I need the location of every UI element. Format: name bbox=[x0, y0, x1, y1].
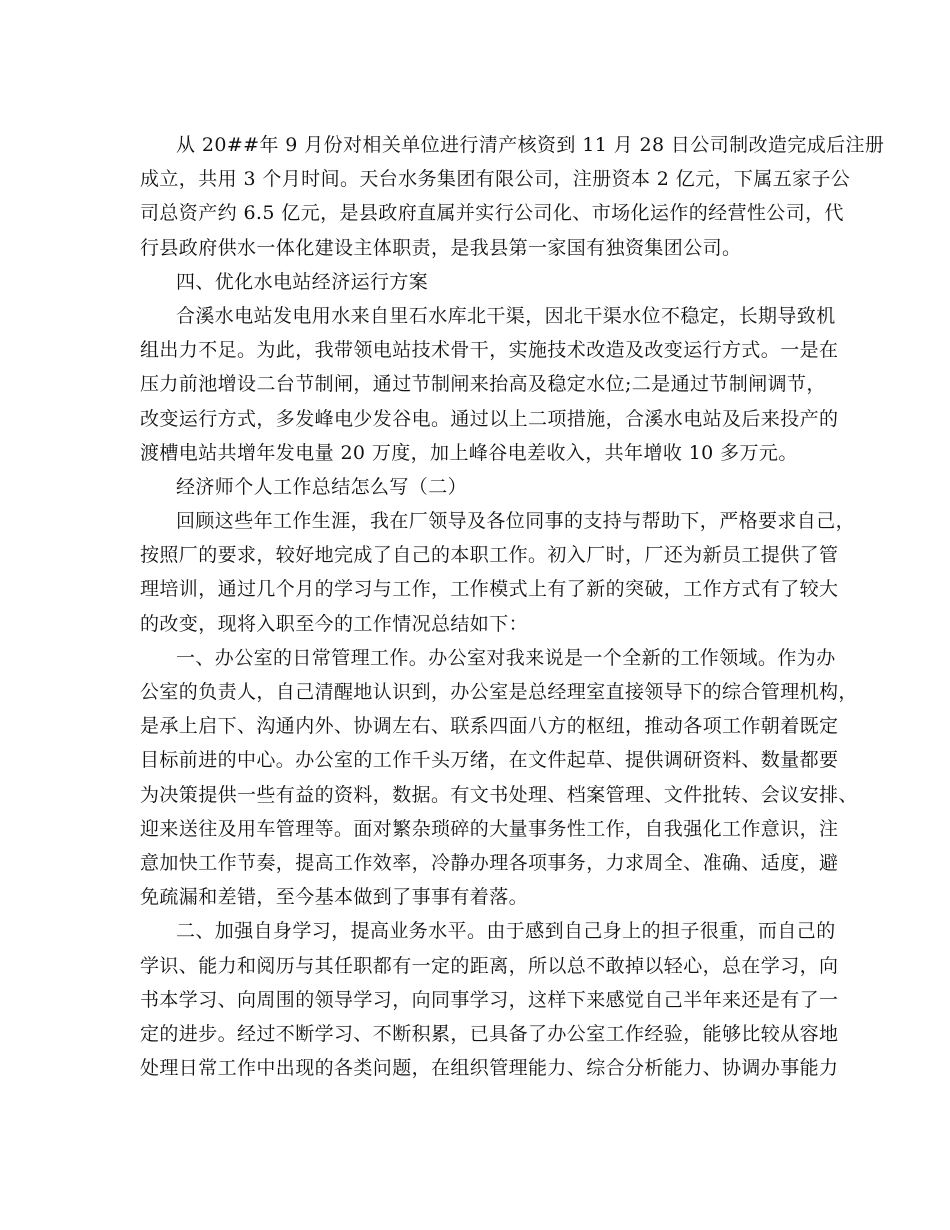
text-line: 渡槽电站共增年发电量 20 万度，加上峰谷电差收入，共年增收 10 多万元。 bbox=[140, 441, 798, 464]
text-line: 按照厂的要求，较好地完成了自己的本职工作。初入厂时，厂还为新员工提供了管 bbox=[140, 544, 839, 567]
text-line: 免疏漏和差错，至今基本做到了事事有着落。 bbox=[140, 886, 529, 909]
text-line: 合溪水电站发电用水来自里石水库北干渠，因北干渠水位不稳定，长期导致机 bbox=[176, 304, 836, 327]
text-line: 书本学习、向周围的领导学习，向同事学习，这样下来感觉自己半年来还是有了一 bbox=[140, 988, 839, 1011]
text-line: 成立，共用 3 个月时间。天台水务集团有限公司，注册资本 2 亿元，下属五家子公 bbox=[140, 168, 851, 191]
text-line: 目标前进的中心。办公室的工作千头万绪，在文件起草、提供调研资料、数量都要 bbox=[140, 749, 839, 772]
text-line: 组出力不足。为此，我带领电站技术骨干，实施技术改造及改变运行方式。一是在 bbox=[140, 339, 839, 362]
text-line: 行县政府供水一体化建设主体职责，是我县第一家国有独资集团公司。 bbox=[140, 236, 742, 259]
text-line: 一、办公室的日常管理工作。办公室对我来说是一个全新的工作领域。作为办 bbox=[176, 646, 836, 669]
text-line: 的改变，现将入职至今的工作情况总结如下： bbox=[140, 612, 529, 635]
text-line: 理培训，通过几个月的学习与工作，工作模式上有了新的突破，工作方式有了较大 bbox=[140, 578, 839, 601]
text-line: 是承上启下、沟通内外、协调左右、联系四面八方的枢纽，推动各项工作朝着既定 bbox=[140, 715, 839, 738]
text-line: 经济师个人工作总结怎么写（二） bbox=[176, 475, 468, 498]
text-line: 压力前池增设二台节制闸，通过节制闸来抬高及稳定水位;二是通过节制闸调节， bbox=[140, 373, 826, 396]
document-body bbox=[140, 128, 885, 1085]
text-line: 迎来送往及用车管理等。面对繁杂琐碎的大量事务性工作，自我强化工作意识，注 bbox=[140, 817, 839, 840]
text-line: 为决策提供一些有益的资料，数据。有文书处理、档案管理、文件批转、会议安排、 bbox=[140, 783, 858, 806]
text-line: 学识、能力和阅历与其任职都有一定的距离，所以总不敢掉以轻心，总在学习，向 bbox=[140, 954, 839, 977]
text-line: 二、加强自身学习，提高业务水平。由于感到自己身上的担子很重，而自己的 bbox=[176, 920, 836, 943]
text-line: 处理日常工作中出现的各类问题，在组织管理能力、综合分析能力、协调办事能力 bbox=[140, 1057, 839, 1080]
text-line: 四、优化水电站经济运行方案 bbox=[176, 270, 429, 293]
text-line: 改变运行方式，多发峰电少发谷电。通过以上二项措施，合溪水电站及后来投产的 bbox=[140, 407, 839, 430]
text-line: 司总资产约 6.5 亿元，是县政府直属并实行公司化、市场化运作的经营性公司，代 bbox=[140, 202, 844, 225]
text-line: 意加快工作节奏，提高工作效率，冷静办理各项事务，力求周全、准确、适度，避 bbox=[140, 851, 839, 874]
text-line: 公室的负责人，自己清醒地认识到，办公室是总经理室直接领导下的综合管理机构， bbox=[140, 681, 858, 703]
text-line: 回顾这些年工作生涯，我在厂领导及各位同事的支持与帮助下，严格要求自己， bbox=[176, 510, 856, 533]
text-line: 定的进步。经过不断学习、不断积累，已具备了办公室工作经验，能够比较从容地 bbox=[140, 1022, 839, 1045]
text-line: 从 20##年 9 月份对相关单位进行清产核资到 11 月 28 日公司制改造完成后注册 bbox=[176, 134, 885, 156]
